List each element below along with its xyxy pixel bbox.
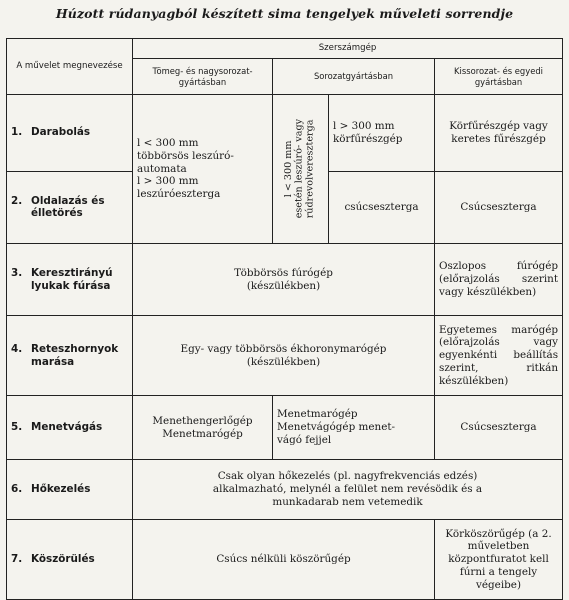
mass-cell-cutting-facing: l < 300 mm többörsös leszúró- automata l > 300 mm leszúróeszterga: [133, 95, 273, 244]
mass-cell-threading: Menethengerlőgép Menetmarógép: [133, 396, 273, 460]
operation-name: 1. Darabolás: [7, 95, 133, 172]
table-row: [7, 520, 563, 600]
machine-header: Szerszámgép: [133, 39, 563, 59]
mass-series-cell-drilling: Többörsös fúrógép (készülékben): [133, 244, 435, 316]
small-cell-milling: Egyetemes marógép (előrajzolás vagy egyenkénti beállítás szerint, ritkán készülékben): [435, 316, 563, 396]
series-vertical-cell: l < 300 mm esetén leszúró- vagy rúdrevolvereszterga: [273, 95, 329, 244]
small-cell-threading: Csúcseszterga: [435, 396, 563, 460]
operation-name: 4. Reteszhornyok marása: [7, 316, 133, 396]
small-cell-facing: Csúcseszterga: [435, 171, 563, 244]
series-cell-facing: csúcseszterga: [329, 171, 435, 244]
operation-name: 5. Menetvágás: [7, 396, 133, 460]
small-cell-cutting: Körfűrészgép vagy keretes fűrészgép: [435, 95, 563, 172]
operation-name: 2. Oldalazás és élletörés: [7, 171, 133, 244]
small-cell-drilling: Oszlopos fúrógép (előrajzolás szerint vagy készülékben): [435, 244, 563, 316]
header-row-1: [7, 39, 563, 59]
mass-production-header: Tömeg- és nagysorozat- gyártásban: [133, 59, 273, 95]
all-cell-heat-treatment: Csak olyan hőkezelés (pl. nagyfrekvenciás edzés) alkalmazható, melynél a felület nem revésödik és a munkadarab nem vetemedik: [133, 460, 563, 520]
table-row: [7, 396, 563, 460]
operation-name: 6. Hőkezelés: [7, 460, 133, 520]
operations-table: [6, 38, 563, 600]
operation-header: A művelet megnevezése: [7, 39, 133, 95]
page-title: Húzott rúdanyagból készített sima tengelyek műveleti sorrendje: [55, 6, 514, 21]
series-production-header: Sorozatgyártásban: [273, 59, 435, 95]
mass-series-cell-grinding: Csúcs nélküli köszörűgép: [133, 520, 435, 600]
table-row: [7, 316, 563, 396]
operation-name: 3. Keresztirányú lyukak fúrása: [7, 244, 133, 316]
small-cell-grinding: Körköszörűgép (a 2. műveletben központfuratot kell fúrni a tengely végeibe): [435, 520, 563, 600]
series-cell-threading: Menetmarógép Menetvágógép menet- vágó fejjel: [273, 396, 435, 460]
mass-series-cell-milling: Egy- vagy többörsös ékhoronymarógép (készülékben): [133, 316, 435, 396]
table-row: [7, 244, 563, 316]
small-series-header: Kissorozat- és egyedi gyártásban: [435, 59, 563, 95]
series-cell-cutting: l > 300 mm körfűrészgép: [329, 95, 435, 172]
table-row: [7, 95, 563, 172]
table-row: [7, 460, 563, 520]
operation-name: 7. Köszörülés: [7, 520, 133, 600]
